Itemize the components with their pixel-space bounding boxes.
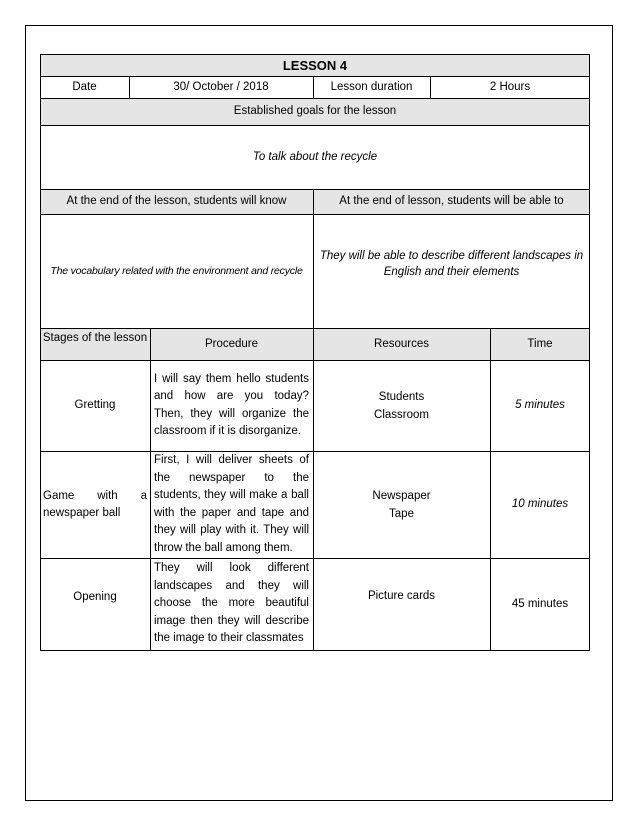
stage-cell: Gretting xyxy=(74,399,116,411)
resource-item: Newspaper xyxy=(372,489,431,502)
date-label: Date xyxy=(72,80,97,93)
resources-cell xyxy=(313,451,490,558)
resources-cell xyxy=(313,360,490,451)
time-cell: 5 minutes xyxy=(515,399,565,411)
stage-cell: Opening xyxy=(73,590,117,603)
know-text: The vocabulary related with the environment and recycle xyxy=(50,264,303,277)
time-header: Time xyxy=(527,337,553,350)
time-cell: 45 minutes xyxy=(511,597,569,610)
duration-value: 2 Hours xyxy=(489,80,531,93)
duration-label: Lesson duration xyxy=(330,80,413,93)
lesson-title: LESSON 4 xyxy=(282,57,348,73)
procedure-cell: They will look different landscapes and they will choose the more beautiful image then they will describe the image to their classmates xyxy=(154,562,309,645)
know-header: At the end of the lesson, students will know xyxy=(66,195,287,207)
stage-cell: Game with a newspaper ball xyxy=(43,489,147,519)
resources-cell: Picture cards xyxy=(367,589,436,602)
stage-header: Stages of the lesson xyxy=(42,331,148,344)
goals-header: Established goals for the lesson xyxy=(233,105,397,117)
able-text: They will be able to describe different landscapes in English and their elements xyxy=(319,250,584,278)
resource-item: Tape xyxy=(389,507,414,520)
date-value: 30/ October / 2018 xyxy=(173,80,269,93)
able-header: At the end of lesson, students will be able to xyxy=(339,195,564,207)
resource-item: Classroom xyxy=(374,408,429,421)
goal-text: To talk about the recycle xyxy=(252,150,378,163)
procedure-header: Procedure xyxy=(204,337,259,350)
resources-header: Resources xyxy=(374,337,429,350)
procedure-cell: First, I will deliver sheets of the newspaper to the students, they will make a ball with the paper and tape and they will play with it. They will throw the ball among them. xyxy=(154,454,309,554)
time-cell: 10 minutes xyxy=(511,498,569,510)
resource-item: Students xyxy=(378,390,425,403)
procedure-cell: I will say them hello students and how are you today? Then, they will organize the classroom if it is disorganize. xyxy=(154,372,309,437)
